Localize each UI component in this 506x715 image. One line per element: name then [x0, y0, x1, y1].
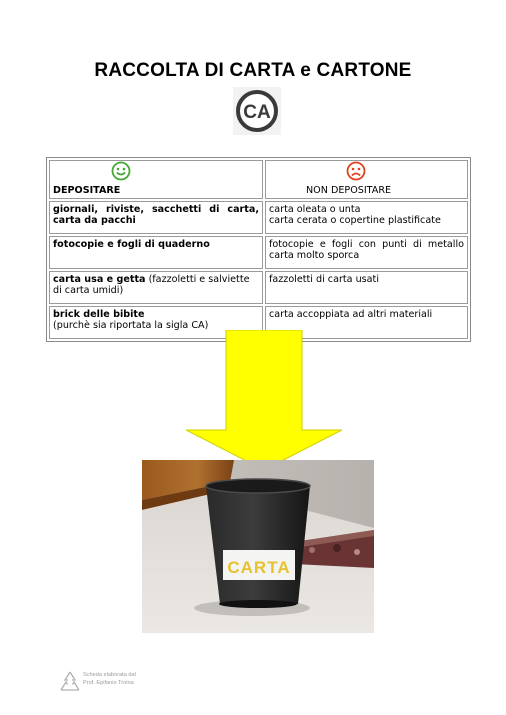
deposit-item: carta usa e getta — [53, 274, 146, 285]
deposit-cell — [49, 236, 263, 269]
rules-table — [46, 157, 471, 342]
deposit-item: giornali, riviste, sacchetti di carta, carta da pacchi — [53, 204, 259, 226]
table-row — [49, 201, 468, 234]
page-title: RACCOLTA DI CARTA e CARTONE — [94, 60, 412, 81]
table-header-row — [49, 160, 468, 199]
deposit-item: fotocopie e fogli di quaderno — [53, 239, 210, 250]
smiley-happy-icon — [111, 161, 131, 181]
not-deposit-item: carta oleata o unta — [269, 204, 361, 215]
down-arrow-icon — [186, 330, 342, 470]
ca-logo-text: CA — [243, 102, 271, 123]
not-deposit-item: carta cerata o copertine plastificate — [269, 215, 441, 226]
table-row — [49, 236, 468, 269]
header-not-deposit-label: NON DEPOSITARE — [306, 185, 392, 196]
deposit-item-note: (fazzoletti e salviette di carta umidi) — [53, 274, 250, 296]
deposit-item: brick delle bibite — [53, 309, 145, 320]
footer-credit — [58, 670, 218, 696]
header-deposit — [49, 160, 263, 199]
not-deposit-item: fazzoletti di carta usati — [269, 274, 379, 285]
header-deposit-label: DEPOSITARE — [53, 185, 121, 196]
not-deposit-item: fotocopie e fogli con punti di metallo carta molto sporca — [269, 239, 464, 261]
not-deposit-cell — [265, 236, 468, 269]
deposit-cell — [49, 201, 263, 234]
recycle-icon — [58, 670, 82, 694]
deposit-item-note: (purchè sia riportata la sigla CA) — [53, 320, 209, 331]
footer-line-1: Scheda elaborata dal — [83, 672, 136, 678]
header-not-deposit — [265, 160, 468, 199]
not-deposit-cell — [265, 271, 468, 304]
not-deposit-cell — [265, 201, 468, 234]
footer-line-2: Prof. Epifanio Troina — [83, 680, 134, 686]
bin-label-text: CARTA — [227, 558, 291, 577]
table-row — [49, 271, 468, 304]
smiley-sad-icon — [346, 161, 366, 181]
not-deposit-item: carta accoppiata ad altri materiali — [269, 309, 433, 320]
paper-bin-photo — [142, 460, 374, 633]
deposit-cell — [49, 271, 263, 304]
ca-circle-icon — [233, 87, 281, 135]
